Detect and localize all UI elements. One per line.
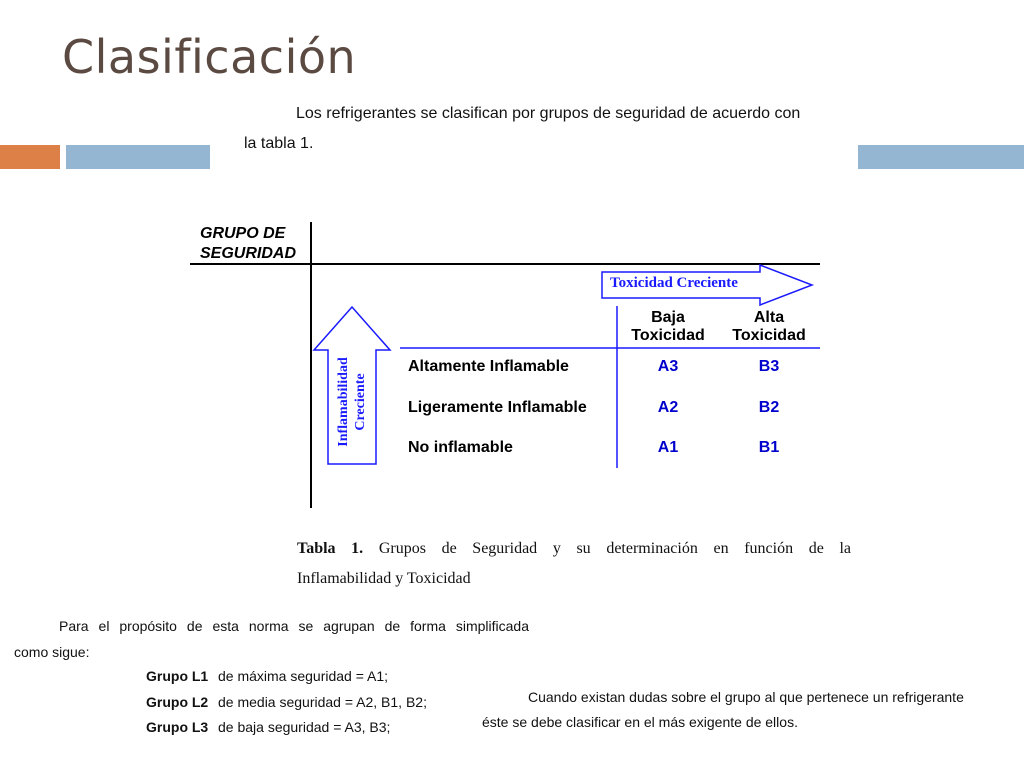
column-header-low-toxicity bbox=[618, 309, 718, 345]
cell-a2: A2 bbox=[657, 399, 679, 416]
row-label-highly-flammable: Altamente Inflamable bbox=[408, 358, 569, 375]
cell-b1: B1 bbox=[758, 439, 780, 456]
table-caption bbox=[297, 534, 851, 594]
group-l2 bbox=[146, 694, 427, 710]
doubt-note-line-2: éste se debe clasificar en el más exigente de ellos. bbox=[482, 714, 798, 730]
flammability-label-line-2: Creciente bbox=[353, 373, 368, 431]
group-l3-desc: de baja seguridad = A3, B3; bbox=[218, 719, 391, 735]
group-l3 bbox=[146, 719, 390, 735]
column-header-high-line-1: Alta bbox=[753, 309, 785, 326]
caption-text-1: Grupos de Seguridad y su determinación en función de la bbox=[378, 540, 852, 557]
purpose-line-1: Para el propósito de esta norma se agrupan de forma simplificada bbox=[59, 618, 529, 634]
caption-line-1 bbox=[297, 534, 851, 564]
column-header-low-line-1: Baja bbox=[651, 309, 685, 326]
toxicity-arrow-label: Toxicidad Creciente bbox=[610, 275, 738, 291]
corner-header-line-2: SEGURIDAD bbox=[200, 245, 297, 262]
flammability-arrow-label bbox=[335, 346, 369, 458]
slide-title: Clasificación bbox=[62, 30, 357, 84]
column-header-high-toxicity bbox=[719, 309, 819, 345]
group-l1-name: Grupo L1 bbox=[146, 668, 209, 684]
cell-b3: B3 bbox=[758, 358, 780, 375]
caption-bold: Tabla 1. bbox=[297, 540, 364, 557]
corner-header-line-1: GRUPO DE bbox=[200, 225, 286, 242]
column-header-high-line-2: Toxicidad bbox=[732, 327, 806, 344]
caption-text-2: Inflamabilidad y Toxicidad bbox=[297, 570, 471, 587]
purpose-line-2: como sigue: bbox=[14, 644, 90, 660]
intro-line-1: Los refrigerantes se clasifican por grupos de seguridad de acuerdo con bbox=[296, 105, 801, 122]
flammability-label-line-1: Inflamabilidad bbox=[336, 357, 351, 447]
cell-a3: A3 bbox=[657, 358, 679, 375]
group-l2-name: Grupo L2 bbox=[146, 694, 209, 710]
group-l2-desc: de media seguridad = A2, B1, B2; bbox=[218, 694, 427, 710]
group-l3-name: Grupo L3 bbox=[146, 719, 209, 735]
row-label-non-flammable: No inflamable bbox=[408, 439, 513, 456]
intro-line-2: la tabla 1. bbox=[244, 135, 314, 152]
group-l1-desc: de máxima seguridad = A1; bbox=[218, 668, 389, 684]
corner-header bbox=[200, 224, 296, 264]
cell-a1: A1 bbox=[657, 439, 679, 456]
column-header-low-line-2: Toxicidad bbox=[631, 327, 705, 344]
doubt-note-line-1: Cuando existan dudas sobre el grupo al que pertenece un refrigerante bbox=[528, 689, 964, 705]
cell-b2: B2 bbox=[758, 399, 780, 416]
row-label-slightly-flammable: Ligeramente Inflamable bbox=[408, 399, 587, 416]
group-l1 bbox=[146, 668, 388, 684]
